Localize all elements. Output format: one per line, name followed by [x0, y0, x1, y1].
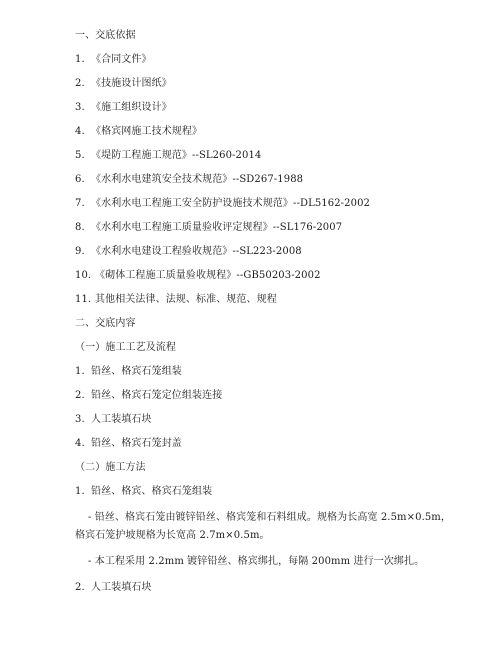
list-text: 《水利水电建设工程验收规范》--SL223-2008 — [91, 246, 302, 257]
list-text: 其他相关法律、法规、标准、规范、规程 — [95, 294, 277, 305]
list-text: 《水利水电工程施工安全防护设施技术规范》--DL5162-2002 — [91, 198, 370, 209]
list-number: 3. — [75, 102, 85, 113]
list-text: 人工装填石块 — [91, 582, 152, 593]
section-heading-content: 二、交底内容 — [75, 318, 136, 329]
list-item — [75, 126, 202, 138]
list-item — [75, 390, 222, 402]
list-item — [75, 270, 321, 282]
paragraph-line: - 本工程采用 2.2mm 镀锌铅丝、格宾绑扎，每隔 200mm 进行一次绑扎。 — [88, 556, 425, 567]
list-item — [75, 78, 172, 90]
subsection-heading-process: （一）施工工艺及流程 — [75, 342, 176, 353]
list-item — [75, 294, 277, 306]
subsection-heading-method: （二）施工方法 — [75, 462, 146, 473]
list-item — [75, 198, 370, 210]
list-text: 《堤防工程施工规范》--SL260-2014 — [91, 150, 262, 161]
list-number: 10. — [75, 270, 92, 281]
section-heading-basis: 一、交底依据 — [75, 30, 136, 41]
list-number: 1. — [75, 486, 85, 497]
list-text: 铅丝、格宾石笼封盖 — [91, 438, 182, 449]
list-number: 6. — [75, 174, 85, 185]
list-number: 11. — [75, 294, 92, 305]
list-item — [75, 438, 182, 450]
list-text: 《格宾网施工技术规程》 — [91, 126, 203, 137]
list-number: 2. — [75, 582, 85, 593]
list-text: 《技施设计图纸》 — [91, 78, 172, 89]
list-text: 铅丝、格宾、格宾石笼组装 — [91, 486, 213, 497]
list-number: 2. — [75, 390, 85, 401]
list-item — [75, 366, 182, 378]
list-number: 1. — [75, 366, 85, 377]
list-text: 《施工组织设计》 — [91, 102, 172, 113]
list-item — [75, 246, 302, 258]
list-number: 9. — [75, 246, 85, 257]
list-text: 《水利水电建筑安全技术规范》--SD267-1988 — [91, 174, 304, 185]
list-text: 《水利水电工程施工质量验收评定规程》--SL176-2007 — [91, 222, 343, 233]
paragraph-line: - 铅丝、格宾石笼由镀锌铅丝、格宾笼和石料组成。规格为长高宽 2.5m×0.5m， — [88, 512, 451, 523]
list-number: 5. — [75, 150, 85, 161]
list-text: 人工装填石块 — [91, 414, 152, 425]
list-item — [75, 582, 152, 594]
list-item — [75, 102, 172, 114]
list-text: 铅丝、格宾石笼组装 — [91, 366, 182, 377]
list-item — [75, 54, 152, 66]
paragraph-line: 格宾石笼护坡规格为长宽高 2.7m×0.5m。 — [75, 530, 270, 541]
list-item — [75, 414, 152, 426]
list-number: 2. — [75, 78, 85, 89]
list-item — [75, 174, 303, 186]
list-number: 1. — [75, 54, 85, 65]
list-number: 4. — [75, 126, 85, 137]
list-text: 《合同文件》 — [91, 54, 152, 65]
list-text: 《砌体工程施工质量验收规程》--GB50203-2002 — [95, 270, 321, 281]
list-number: 7. — [75, 198, 85, 209]
list-number: 8. — [75, 222, 85, 233]
list-number: 4. — [75, 438, 85, 449]
list-number: 3. — [75, 414, 85, 425]
list-item — [75, 150, 261, 162]
list-item — [75, 222, 342, 234]
list-text: 铅丝、格宾石笼定位组装连接 — [91, 390, 223, 401]
list-item — [75, 486, 212, 498]
